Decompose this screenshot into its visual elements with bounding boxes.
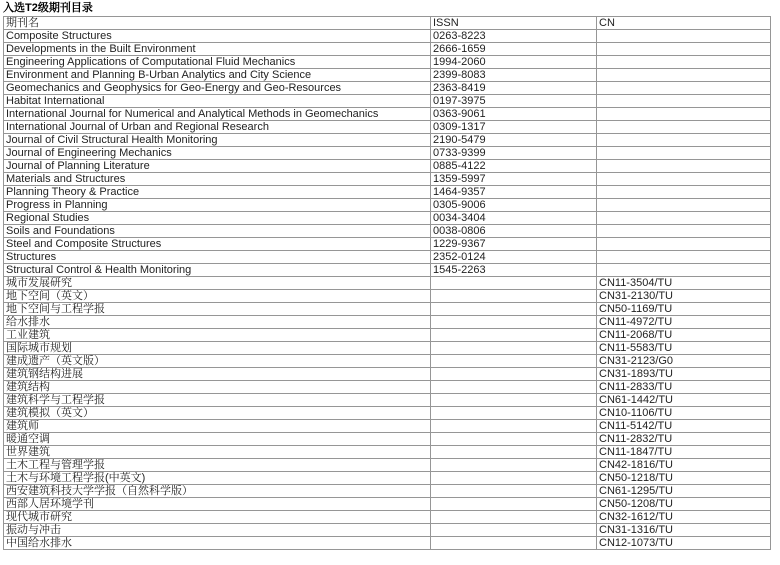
table-row — [4, 485, 771, 498]
cell-issn — [431, 303, 597, 316]
cell-name: Engineering Applications of Computational Fluid Mechanics — [4, 56, 431, 69]
cell-name: Geomechanics and Geophysics for Geo-Energy and Geo-Resources — [4, 82, 431, 95]
cell-name: Progress in Planning — [4, 199, 431, 212]
cell-name: International Journal of Urban and Regional Research — [4, 121, 431, 134]
cell-issn — [431, 316, 597, 329]
cell-issn — [431, 342, 597, 355]
cell-cn: CN12-1073/TU — [597, 537, 771, 550]
cell-name: 建筑结构 — [4, 381, 431, 394]
cell-issn — [431, 394, 597, 407]
column-header-journal-name: 期刊名 — [4, 17, 431, 30]
cell-issn — [431, 290, 597, 303]
cell-issn: 2190-5479 — [431, 134, 597, 147]
cell-issn: 0309-1317 — [431, 121, 597, 134]
cell-cn: CN11-5142/TU — [597, 420, 771, 433]
table-row — [4, 303, 771, 316]
cell-issn: 2666-1659 — [431, 43, 597, 56]
cell-issn — [431, 329, 597, 342]
cell-cn: CN50-1208/TU — [597, 498, 771, 511]
table-row — [4, 108, 771, 121]
cell-issn: 0733-9399 — [431, 147, 597, 160]
cell-name: 建成遗产（英文版） — [4, 355, 431, 368]
cell-issn — [431, 446, 597, 459]
cell-cn: CN32-1612/TU — [597, 511, 771, 524]
table-row — [4, 420, 771, 433]
cell-issn — [431, 407, 597, 420]
table-row — [4, 251, 771, 264]
table-row — [4, 186, 771, 199]
cell-cn — [597, 69, 771, 82]
cell-cn — [597, 173, 771, 186]
cell-issn — [431, 472, 597, 485]
cell-name: 地下空间与工程学报 — [4, 303, 431, 316]
table-row — [4, 121, 771, 134]
table-row — [4, 368, 771, 381]
cell-name: 城市发展研究 — [4, 277, 431, 290]
cell-name: Soils and Foundations — [4, 225, 431, 238]
cell-cn: CN11-2832/TU — [597, 433, 771, 446]
cell-cn: CN11-5583/TU — [597, 342, 771, 355]
cell-issn — [431, 433, 597, 446]
table-row — [4, 212, 771, 225]
cell-name: Structures — [4, 251, 431, 264]
cell-cn: CN11-2833/TU — [597, 381, 771, 394]
cell-name: Structural Control & Health Monitoring — [4, 264, 431, 277]
cell-name: 给水排水 — [4, 316, 431, 329]
cell-cn — [597, 108, 771, 121]
cell-name: Regional Studies — [4, 212, 431, 225]
table-row — [4, 277, 771, 290]
cell-issn: 0305-9006 — [431, 199, 597, 212]
cell-cn — [597, 225, 771, 238]
table-row — [4, 355, 771, 368]
table-row — [4, 147, 771, 160]
cell-issn: 1994-2060 — [431, 56, 597, 69]
cell-cn: CN31-1316/TU — [597, 524, 771, 537]
cell-issn: 1545-2263 — [431, 264, 597, 277]
cell-name: 工业建筑 — [4, 329, 431, 342]
table-row — [4, 446, 771, 459]
table-row — [4, 459, 771, 472]
cell-issn: 1464-9357 — [431, 186, 597, 199]
cell-name: Habitat International — [4, 95, 431, 108]
journal-table — [3, 16, 771, 550]
cell-issn — [431, 485, 597, 498]
cell-issn — [431, 524, 597, 537]
cell-cn: CN61-1442/TU — [597, 394, 771, 407]
cell-issn: 0034-3404 — [431, 212, 597, 225]
table-row — [4, 511, 771, 524]
cell-name: 建筑钢结构进展 — [4, 368, 431, 381]
cell-cn — [597, 134, 771, 147]
cell-name: Planning Theory & Practice — [4, 186, 431, 199]
table-row — [4, 381, 771, 394]
cell-issn — [431, 498, 597, 511]
cell-cn: CN11-1847/TU — [597, 446, 771, 459]
cell-name: 世界建筑 — [4, 446, 431, 459]
cell-cn: CN10-1106/TU — [597, 407, 771, 420]
cell-issn: 0885-4122 — [431, 160, 597, 173]
cell-name: Materials and Structures — [4, 173, 431, 186]
table-row — [4, 43, 771, 56]
cell-cn: CN50-1169/TU — [597, 303, 771, 316]
table-row — [4, 30, 771, 43]
table-row — [4, 199, 771, 212]
table-row — [4, 498, 771, 511]
table-row — [4, 524, 771, 537]
cell-cn — [597, 212, 771, 225]
cell-cn — [597, 160, 771, 173]
cell-name: 地下空间（英文） — [4, 290, 431, 303]
cell-cn: CN42-1816/TU — [597, 459, 771, 472]
cell-name: 西部人居环境学刊 — [4, 498, 431, 511]
cell-name: Environment and Planning B-Urban Analytics and City Science — [4, 69, 431, 82]
table-body — [4, 30, 771, 550]
cell-issn: 1359-5997 — [431, 173, 597, 186]
cell-cn — [597, 82, 771, 95]
cell-name: 现代城市研究 — [4, 511, 431, 524]
column-header-cn: CN — [597, 17, 771, 30]
table-row — [4, 290, 771, 303]
table-row — [4, 394, 771, 407]
cell-name: Journal of Civil Structural Health Monitoring — [4, 134, 431, 147]
table-row — [4, 316, 771, 329]
table-row — [4, 329, 771, 342]
cell-cn: CN31-2123/G0 — [597, 355, 771, 368]
cell-name: Journal of Engineering Mechanics — [4, 147, 431, 160]
cell-issn: 0197-3975 — [431, 95, 597, 108]
cell-name: 国际城市规划 — [4, 342, 431, 355]
table-row — [4, 56, 771, 69]
cell-name: Developments in the Built Environment — [4, 43, 431, 56]
cell-cn: CN61-1295/TU — [597, 485, 771, 498]
cell-name: 中国给水排水 — [4, 537, 431, 550]
cell-cn — [597, 147, 771, 160]
cell-name: Steel and Composite Structures — [4, 238, 431, 251]
page-title: 入选T2级期刊目录 — [3, 2, 93, 14]
cell-cn — [597, 264, 771, 277]
cell-cn — [597, 199, 771, 212]
cell-cn — [597, 95, 771, 108]
cell-name: 建筑师 — [4, 420, 431, 433]
table-row — [4, 134, 771, 147]
cell-issn — [431, 381, 597, 394]
cell-cn — [597, 43, 771, 56]
table-row — [4, 69, 771, 82]
table-row — [4, 264, 771, 277]
cell-issn: 0363-9061 — [431, 108, 597, 121]
cell-issn: 0263-8223 — [431, 30, 597, 43]
cell-name: 土木工程与管理学报 — [4, 459, 431, 472]
table-header-row — [4, 17, 771, 30]
cell-issn — [431, 355, 597, 368]
table-row — [4, 433, 771, 446]
cell-name: 振动与冲击 — [4, 524, 431, 537]
table-row — [4, 407, 771, 420]
cell-name: 建筑科学与工程学报 — [4, 394, 431, 407]
cell-name: 土木与环境工程学报(中英文) — [4, 472, 431, 485]
cell-cn — [597, 30, 771, 43]
cell-cn: CN11-4972/TU — [597, 316, 771, 329]
cell-issn: 2399-8083 — [431, 69, 597, 82]
cell-issn — [431, 277, 597, 290]
cell-cn — [597, 186, 771, 199]
cell-cn: CN11-3504/TU — [597, 277, 771, 290]
cell-name: 西安建筑科技大学学报（自然科学版） — [4, 485, 431, 498]
cell-name: 建筑模拟（英文） — [4, 407, 431, 420]
table-row — [4, 160, 771, 173]
cell-name: International Journal for Numerical and Analytical Methods in Geomechanics — [4, 108, 431, 121]
cell-issn: 0038-0806 — [431, 225, 597, 238]
cell-cn — [597, 56, 771, 69]
table-row — [4, 82, 771, 95]
cell-name: Composite Structures — [4, 30, 431, 43]
cell-name: Journal of Planning Literature — [4, 160, 431, 173]
cell-cn: CN50-1218/TU — [597, 472, 771, 485]
table-row — [4, 537, 771, 550]
table-row — [4, 225, 771, 238]
cell-issn: 1229-9367 — [431, 238, 597, 251]
cell-issn — [431, 420, 597, 433]
cell-cn: CN11-2068/TU — [597, 329, 771, 342]
table-row — [4, 173, 771, 186]
cell-issn: 2352-0124 — [431, 251, 597, 264]
cell-issn — [431, 368, 597, 381]
cell-name: 暖通空调 — [4, 433, 431, 446]
column-header-issn: ISSN — [431, 17, 597, 30]
table-row — [4, 95, 771, 108]
cell-cn — [597, 251, 771, 264]
cell-cn — [597, 238, 771, 251]
cell-issn — [431, 459, 597, 472]
table-row — [4, 238, 771, 251]
cell-cn — [597, 121, 771, 134]
cell-issn — [431, 511, 597, 524]
table-row — [4, 472, 771, 485]
cell-cn: CN31-2130/TU — [597, 290, 771, 303]
cell-issn — [431, 537, 597, 550]
table-row — [4, 342, 771, 355]
cell-cn: CN31-1893/TU — [597, 368, 771, 381]
cell-issn: 2363-8419 — [431, 82, 597, 95]
